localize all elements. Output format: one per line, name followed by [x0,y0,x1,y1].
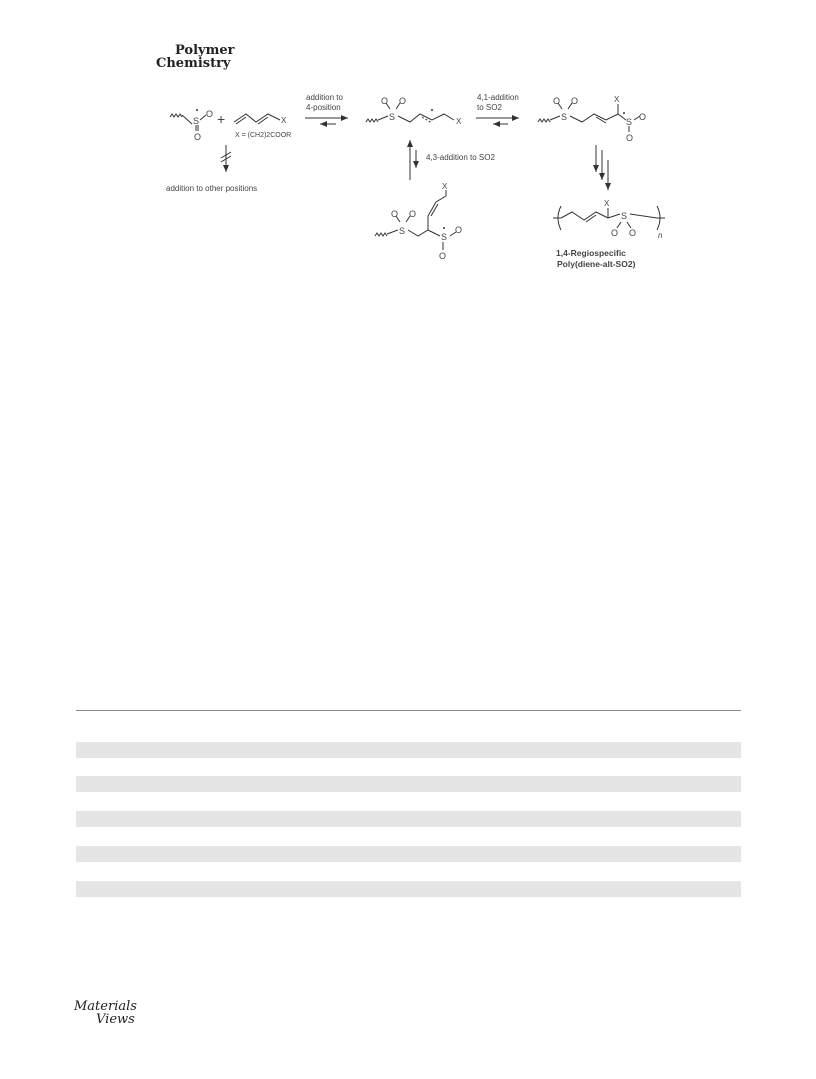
atom-s: S [561,112,568,122]
atom-x: X [614,95,620,104]
atom-o: O [439,251,447,261]
publisher-logo-line2: Views [96,1012,135,1027]
addition-43-label: 4,3-addition to SO2 [426,153,495,162]
table-row [76,776,741,792]
atom-o: O [455,225,463,235]
table-row [76,846,741,862]
atom-o: O [553,96,561,106]
subscript-n: n [658,231,663,240]
atom-o: O [611,228,619,238]
sulfonyl-radical [170,114,206,131]
table-row [76,881,741,897]
reaction-scheme [0,0,816,300]
sulfonyl-adduct-intermediate [538,103,640,132]
atom-o: O [571,96,579,106]
atom-o: O [399,96,407,106]
atom-s: S [626,117,633,127]
table-top-rule [76,710,741,711]
addition-to-label-1: addition to [306,93,343,102]
plus-sign: + [217,111,226,127]
diene-monomer [234,114,280,124]
atom-s: S [621,211,628,221]
atom-s: S [389,112,396,122]
atom-x: X [442,182,448,191]
x-definition: X = (CH2)2COOR [235,132,292,139]
atom-x: X [604,199,610,208]
polymer-product [553,206,665,230]
atom-o: O [409,209,417,219]
atom-o: O [391,209,399,219]
product-label-2: Poly(diene-alt-SO2) [557,259,636,269]
atom-o: O [626,133,634,143]
atom-s: S [193,116,200,126]
publisher-logo-line1: Materials [74,999,137,1014]
journal-name-line2: Chemistry [156,56,231,71]
product-label-1: 1,4-Regiospecific [556,248,626,258]
atom-o: O [194,132,202,142]
journal-name-line1: Polymer [175,43,235,58]
other-positions-label: addition to other positions [166,184,258,193]
addition-to-label-2: 4-position [306,103,341,112]
table-row [76,742,741,758]
atom-o: O [206,109,214,119]
atom-x: X [456,117,462,126]
allyl-radical-intermediate [366,103,454,123]
atom-o: O [381,96,389,106]
addition-41-label-2: to SO2 [477,103,502,112]
publisher-logo [74,1000,137,1026]
atom-s: S [441,232,448,242]
addition-41-label-1: 4,1-addition [477,93,519,102]
table-row [76,811,741,827]
atom-o: O [639,112,647,122]
atom-s: S [399,226,406,236]
atom-o: O [629,228,637,238]
atom-x: X [281,116,287,125]
